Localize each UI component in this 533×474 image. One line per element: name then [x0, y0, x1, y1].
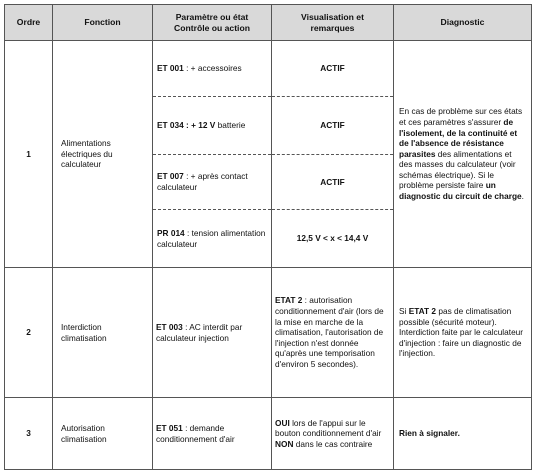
- diagnostic-cell: Rien à signaler.: [394, 398, 532, 470]
- param-slot: PR 014 : tension alimentation calculateur: [153, 209, 271, 267]
- table-row-1: [5, 41, 532, 268]
- table-row-3: [5, 398, 532, 470]
- header-ordre: Ordre: [5, 5, 53, 41]
- table-row-2: [5, 268, 532, 398]
- header-fonction: Fonction: [53, 5, 153, 41]
- visu-value: ACTIF: [272, 154, 393, 209]
- header-visualisation: Visualisation et remarques: [272, 5, 394, 41]
- diagnostic-cell: Si ETAT 2 pas de climatisation possible (sécurité moteur). Interdiction faite par le calculateur d'injection : faire un diagnostic de l'injection.: [394, 268, 532, 398]
- diagnostic-table: [4, 4, 532, 470]
- fonction-cell: Interdiction climatisation: [53, 268, 153, 398]
- header-parametre: Paramètre ou état Contrôle ou action: [153, 5, 272, 41]
- ordre-cell: 1: [5, 41, 53, 268]
- visualisation-cell: [272, 41, 394, 268]
- param-slot: ET 034 : + 12 V batterie: [153, 96, 271, 154]
- visu-value: ACTIF: [320, 63, 345, 74]
- ordre-cell: 2: [5, 268, 53, 398]
- fonction-cell: Alimentations électriques du calculateur: [53, 41, 153, 268]
- visualisation-cell: OUI lors de l'appui sur le bouton conditionnement d'air NON dans le cas contraire: [272, 398, 394, 470]
- ordre-cell: 3: [5, 398, 53, 470]
- param-slot: ET 001 : + accessoires: [157, 63, 242, 74]
- parametre-cell: ET 003 : AC interdit par calculateur injection: [153, 268, 272, 398]
- header-row: [5, 5, 532, 41]
- header-diagnostic: Diagnostic: [394, 5, 532, 41]
- visualisation-cell: ETAT 2 : autorisation conditionnement d'air (lors de la mise en marche de la climatisation, l'autorisation de l'injection n'est donnée qu'après une temporisation d'environ 5 secondes).: [272, 268, 394, 398]
- diagnostic-cell: En cas de problème sur ces états et ces paramètres s'assurer de l'isolement, de la continuité et de l'absence de résistance parasites des alimentations et des masses du calculateur (voir schémas électrique). Si le problème persiste faire un diagnostic du circuit de charge.: [394, 41, 532, 268]
- visu-value: ACTIF: [272, 96, 393, 154]
- parametre-cell: [153, 41, 272, 268]
- visu-value: 12,5 V < x < 14,4 V: [272, 209, 393, 267]
- fonction-cell: Autorisation climatisation: [53, 398, 153, 470]
- parametre-cell: ET 051 : demande conditionnement d'air: [153, 398, 272, 470]
- param-slot: ET 007 : + après contact calculateur: [153, 154, 271, 209]
